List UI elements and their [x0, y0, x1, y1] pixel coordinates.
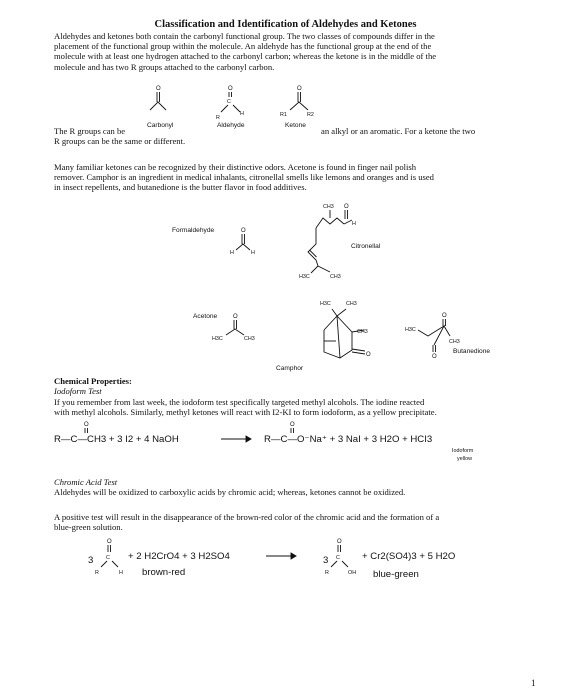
carbonyl-oxygen: O: [156, 86, 161, 92]
butanedione-oxygen-bottom: O: [432, 354, 437, 360]
citronellal-methyl: CH3: [323, 204, 334, 210]
acetone-label: Acetone: [193, 313, 218, 320]
butanedione-label: Butanedione: [453, 348, 491, 355]
acetone-ch3: CH3: [244, 336, 255, 342]
aldehyde-hydrogen: H: [240, 111, 244, 117]
eq2-brownred-note: brown-red: [142, 567, 186, 578]
eq2-right-oxygen: O: [337, 539, 342, 545]
aldehyde-label: Aldehyde: [217, 122, 245, 129]
citronellal-hydrogen: H: [352, 221, 356, 227]
page-title: Classification and Identification of Aldehydes and Ketones: [154, 19, 417, 30]
camphor-label: Camphor: [276, 365, 304, 372]
familiar-ketones-paragraph: Many familiar ketones can be recognized by their distinctive odors. Acetone is found in finger nail polish remover. Camphor is an ingredient in medical inhalants, citronellal smells like lemons and oranges and is used in insect repellents, and butanedione is the butter flavor in food additives.: [54, 162, 434, 193]
camphor-h3c-top: H3C: [320, 301, 331, 307]
eq1-products: R—C—O⁻Na⁺ + 3 NaI + 3 H2O + HCI3: [264, 434, 433, 445]
citronellal-h3c: H3C: [299, 274, 310, 280]
eq1-yellow-note: yellow: [457, 456, 472, 462]
eq2-right-oh: OH: [348, 570, 357, 576]
citronellal-label: Citronellal: [351, 243, 381, 250]
eq1-reactants: R—C—CH3 + 3 I2 + 4 NaOH: [54, 434, 179, 445]
eq2-right-r: R: [325, 570, 329, 576]
butanedione-h3c: H3C: [405, 327, 416, 333]
aldehyde-carbon: C: [227, 99, 231, 105]
rgroups-text-line2: R groups can be the same or different.: [54, 136, 186, 146]
eq2-left-r: R: [95, 570, 99, 576]
citronellal-ch3: CH3: [330, 274, 341, 280]
chemical-properties-heading: Chemical Properties:: [54, 376, 132, 386]
eq1-right-oxygen: O: [290, 422, 295, 428]
eq2-left-carbon: C: [106, 555, 110, 561]
intro-paragraph: Aldehydes and ketones both contain the carbonyl functional group. The two classes of compounds differ in the placement of the functional group within the molecule. An aldehyde has the functional group at the end of the molecule with at least one hydrogen attached to the carbonyl carbon; whereas the ketone is in the middle of the molecule and has two R groups attached to the carbonyl carbon.: [54, 31, 437, 72]
rgroups-text-left: The R groups can be: [54, 126, 126, 136]
camphor-oxygen: O: [366, 352, 371, 358]
page-number: 1: [531, 678, 536, 688]
butanedione-ch3: CH3: [449, 339, 460, 345]
aldehyde-oxygen: O: [228, 86, 233, 92]
eq1-left-oxygen: O: [84, 422, 89, 428]
eq2-left-coefficient: 3: [88, 555, 94, 566]
eq2-right-carbon: C: [336, 555, 340, 561]
citronellal-oxygen: O: [344, 204, 349, 210]
ketone-oxygen: O: [297, 86, 302, 92]
butanedione-oxygen-top: O: [442, 313, 447, 319]
acetone-h3c: H3C: [212, 336, 223, 342]
iodoform-paragraph: If you remember from last week, the iodoform test specifically targeted methyl alcohols. The iodine reacted with methyl alcohols. Similarly, methyl ketones will react with I2-KI to form iodoform, as a yellow precipitate.: [54, 397, 437, 418]
camphor-ch3-side: CH3: [357, 329, 368, 335]
acetone-oxygen: O: [233, 314, 238, 320]
formaldehyde-h-left: H: [230, 250, 234, 256]
camphor-ch3-top: CH3: [346, 301, 357, 307]
eq2-left-h: H: [119, 570, 123, 576]
chromic-acid-test-title: Chromic Acid Test: [54, 477, 118, 487]
carbonyl-label: Carbonyl: [147, 122, 174, 129]
eq2-products: + Cr2(SO4)3 + 5 H2O: [362, 551, 456, 562]
rgroups-text-right: an alkyl or an aromatic. For a ketone the two: [321, 126, 476, 136]
positive-test-paragraph: A positive test will result in the disappearance of the brown-red color of the chromic acid and the formation of a blue-green solution.: [54, 512, 440, 533]
eq2-left-oxygen: O: [107, 539, 112, 545]
eq2-bluegreen-note: blue-green: [373, 569, 419, 580]
formaldehyde-label: Formaldehyde: [172, 227, 215, 234]
iodoform-test-title: Iodoform Test: [54, 386, 102, 396]
formaldehyde-h-right: H: [251, 250, 255, 256]
formaldehyde-oxygen: O: [241, 228, 246, 234]
eq2-reagents: + 2 H2CrO4 + 3 H2SO4: [128, 551, 230, 562]
ketone-label: Ketone: [285, 122, 306, 129]
aldehyde-r-group: R: [216, 115, 220, 121]
eq2-right-coefficient: 3: [323, 555, 329, 566]
chromic-acid-paragraph: Aldehydes will be oxidized to carboxylic acids by chromic acid; whereas, ketones cannot be oxidized.: [54, 487, 406, 497]
ketone-r2-group: R2: [307, 112, 314, 118]
eq1-iodoform-note: Iodoform: [452, 448, 474, 454]
ketone-r1-group: R1: [280, 112, 287, 118]
